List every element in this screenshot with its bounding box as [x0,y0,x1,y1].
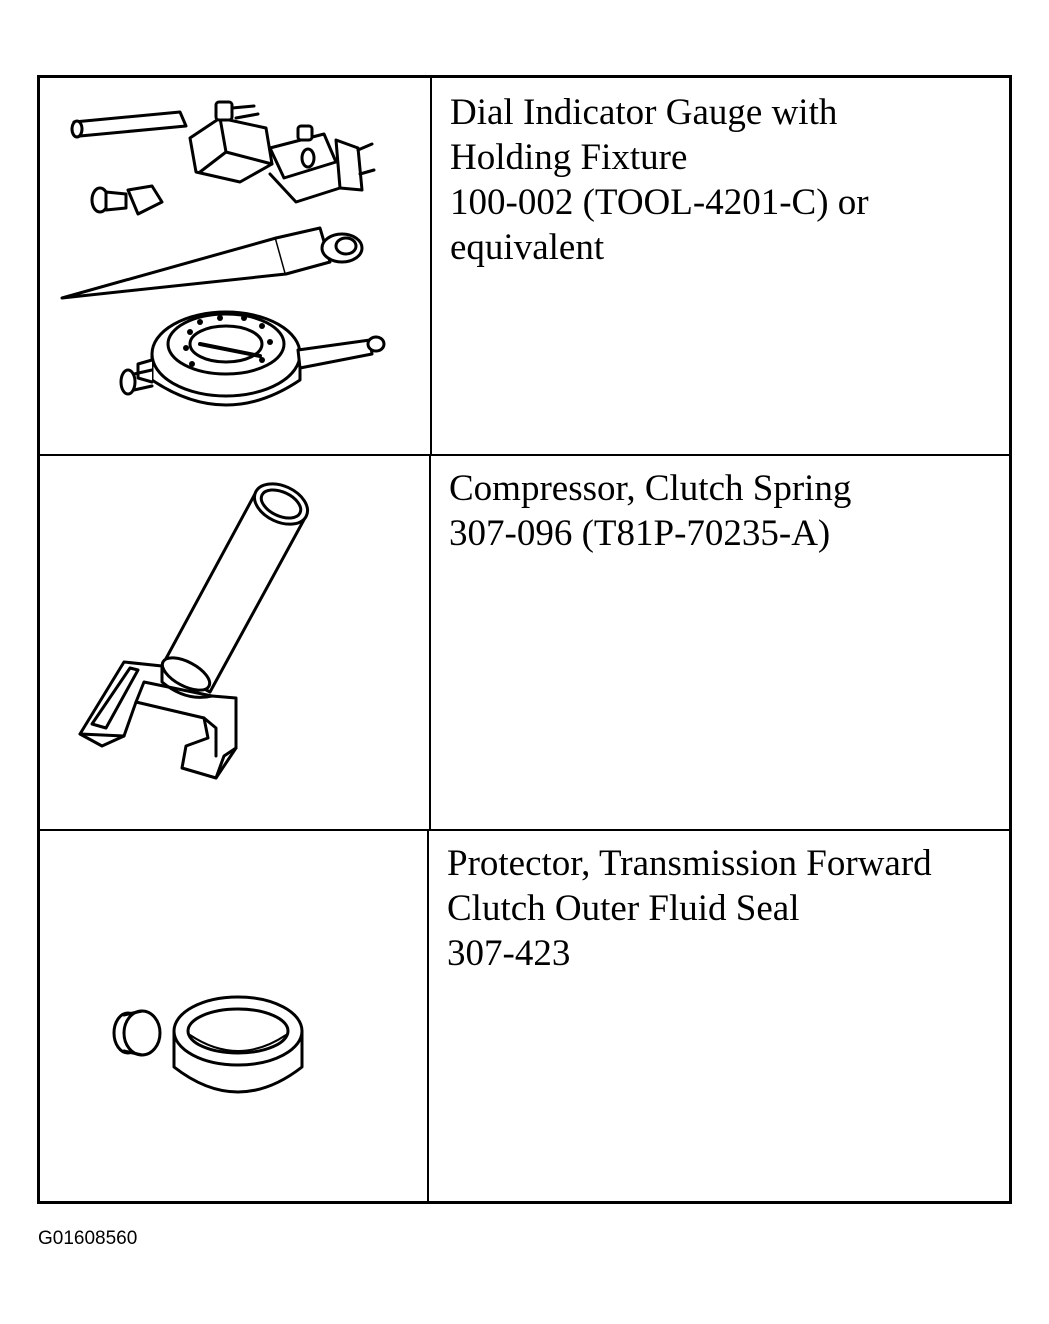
tool-part-number: 307-096 (T81P-70235-A) [449,513,831,554]
tool-note: equivalent [450,227,605,268]
seal-protector-icon [40,831,427,1199]
tool-table [37,75,1012,1204]
tool-row [40,78,1009,456]
tool-description [450,78,1009,454]
tool-part-number: 307-423 [447,933,571,974]
dial-indicator-gauge-icon [40,78,430,454]
tool-name-line: Protector, Transmission Forward [447,843,932,884]
tool-description [447,831,1009,1201]
tool-name-line: Clutch Outer Fluid Seal [447,888,800,929]
figure-id: G01608560 [38,1228,138,1249]
tool-illustration-cell [40,831,429,1201]
tool-name-line: Compressor, Clutch Spring [449,468,852,509]
tool-row [40,456,1009,831]
tool-illustration-cell [40,456,431,829]
tool-name-line: Holding Fixture [450,137,688,178]
tool-part-number: 100-002 (TOOL-4201-C) or [450,182,869,223]
clutch-spring-compressor-icon [40,456,429,829]
tool-description [449,456,1009,829]
tool-row [40,831,1009,1201]
tool-illustration-cell [40,78,432,454]
tool-name-line: Dial Indicator Gauge with [450,92,838,133]
